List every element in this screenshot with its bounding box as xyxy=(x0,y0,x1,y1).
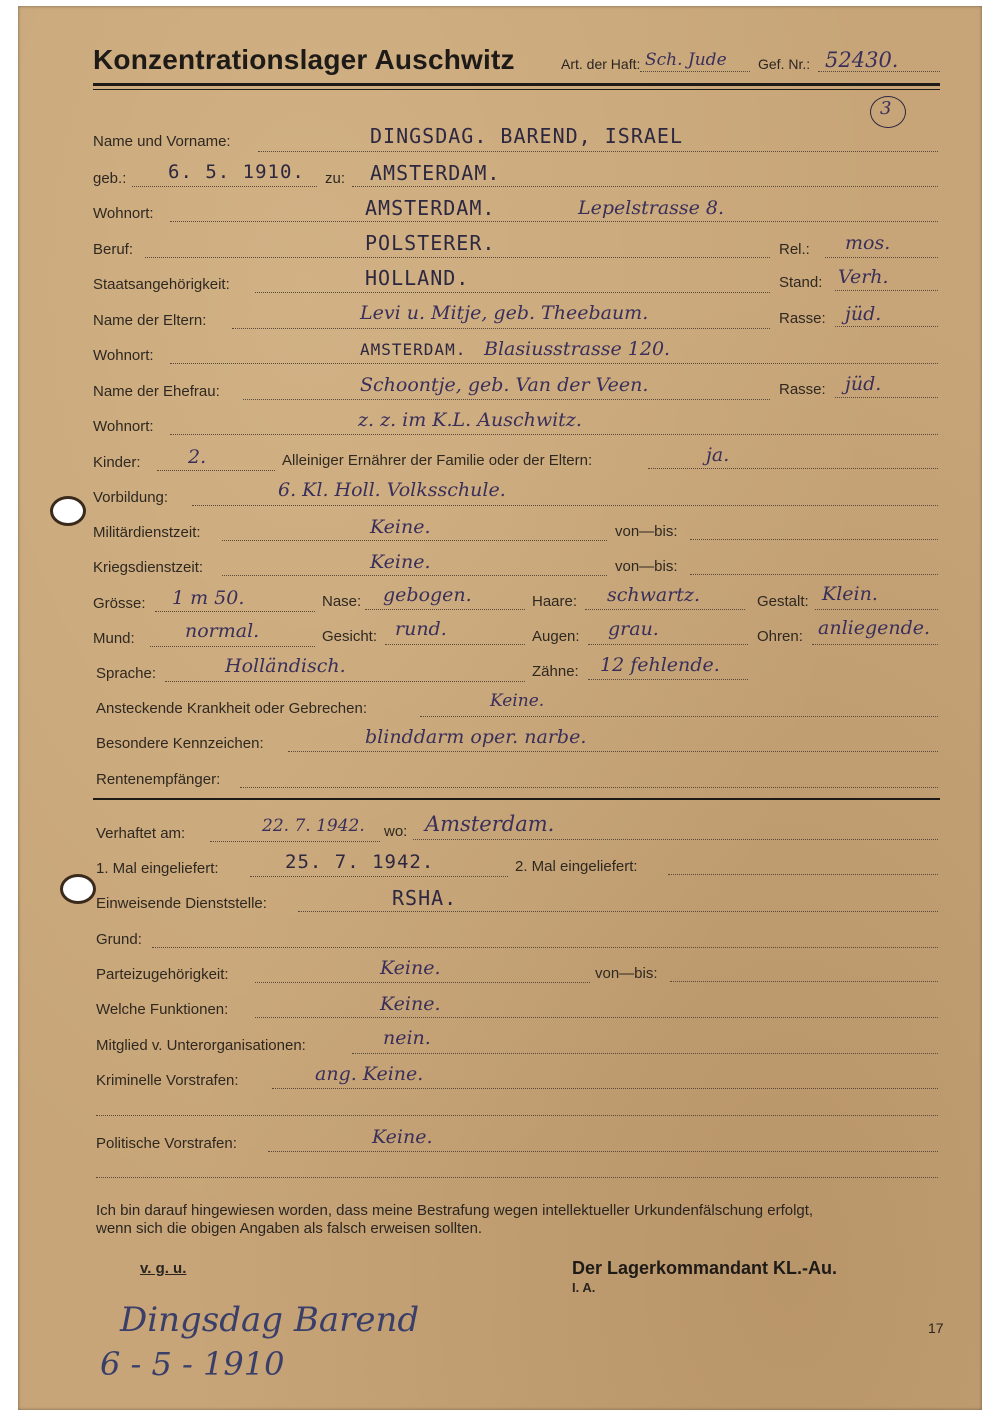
augen-value: grau. xyxy=(608,618,659,640)
mund-label: Mund: xyxy=(93,630,135,647)
ernaehrer-label: Alleiniger Ernährer der Familie oder der Eltern: xyxy=(282,452,593,469)
dienststelle-label: Einweisende Dienststelle: xyxy=(96,895,267,912)
groesse-label: Grösse: xyxy=(93,595,146,612)
gesicht-value: rund. xyxy=(395,618,447,640)
wohnort-label: Wohnort: xyxy=(93,205,154,222)
corner-mark: 17 xyxy=(928,1320,944,1336)
nase-label: Nase: xyxy=(322,593,362,610)
eingeliefert1-value: 25. 7. 1942. xyxy=(285,851,435,873)
unterorganisationen-value: nein. xyxy=(383,1027,431,1049)
groesse-value: 1 m 50. xyxy=(172,587,245,609)
militaerdienst-value: Keine. xyxy=(370,516,431,538)
zaehne-label: Zähne: xyxy=(532,663,579,680)
kriegsdienst-label: Kriegsdienstzeit: xyxy=(93,559,204,576)
kommandant-label: Der Lagerkommandant KL.-Au. xyxy=(572,1258,838,1278)
politische-value: Keine. xyxy=(372,1126,433,1148)
signature-name: Dingsdag Barend xyxy=(120,1300,420,1340)
eltern-label: Name der Eltern: xyxy=(93,312,207,329)
krankheit-value: Keine. xyxy=(490,691,545,711)
funktionen-label: Welche Funktionen: xyxy=(96,1001,229,1018)
kinder-value: 2. xyxy=(188,446,207,468)
document-title: Konzentrationslager Auschwitz xyxy=(93,44,515,75)
gestalt-value: Klein. xyxy=(822,583,878,605)
wohnort-street: Lepelstrasse 8. xyxy=(578,197,725,219)
verhaftet-label: Verhaftet am: xyxy=(96,825,186,842)
rentenempfaenger-label: Rentenempfänger: xyxy=(96,771,221,788)
rasse-ehefrau-value: jüd. xyxy=(845,373,882,395)
haft-label: Art. der Haft: xyxy=(561,56,641,72)
beruf-label: Beruf: xyxy=(93,241,134,258)
statement-line-1: Ich bin darauf hingewiesen worden, dass meine Bestrafung wegen intellektueller Urkundenfälschung erfolgt, xyxy=(96,1202,814,1219)
ehefrau-value: Schoontje, geb. Van der Veen. xyxy=(360,374,649,396)
wohnort-value: AMSTERDAM. xyxy=(365,196,496,220)
mund-value: normal. xyxy=(185,620,260,642)
militaerdienst-label: Militärdienstzeit: xyxy=(93,524,201,541)
ernaehrer-value: ja. xyxy=(706,444,730,466)
eingeliefert1-label: 1. Mal eingeliefert: xyxy=(96,860,219,877)
kriegsdienst-value: Keine. xyxy=(370,551,431,573)
eltern-wohnort-label: Wohnort: xyxy=(93,347,154,364)
signature-date: 6 - 5 - 1910 xyxy=(100,1345,285,1383)
rasse-value: jüd. xyxy=(845,303,882,325)
gesicht-label: Gesicht: xyxy=(322,628,378,645)
gef-nr-label: Gef. Nr.: xyxy=(758,56,811,72)
kennzeichen-value: blinddarm oper. narbe. xyxy=(365,726,587,748)
krankheit-label: Ansteckende Krankheit oder Gebrechen: xyxy=(96,700,368,717)
kriminelle-label: Kriminelle Vorstrafen: xyxy=(96,1072,239,1089)
vgu-label: v. g. u. xyxy=(140,1260,187,1277)
partei-label: Parteizugehörigkeit: xyxy=(96,966,229,983)
punch-hole-bottom xyxy=(60,874,96,904)
rel-value: mos. xyxy=(845,232,891,254)
krieg-von-bis-label: von—bis: xyxy=(615,558,678,575)
rasse-label: Rasse: xyxy=(779,310,826,327)
haft-value: Sch. Jude xyxy=(645,50,727,70)
sprache-label: Sprache: xyxy=(96,665,157,682)
stand-label: Stand: xyxy=(779,274,823,291)
kriminelle-value: ang. Keine. xyxy=(315,1063,424,1085)
politische-label: Politische Vorstrafen: xyxy=(96,1135,237,1152)
kinder-label: Kinder: xyxy=(93,454,141,471)
eltern-wohnort-value: AMSTERDAM. xyxy=(360,340,467,359)
geb-label: geb.: xyxy=(93,170,127,187)
partei-value: Keine. xyxy=(380,957,441,979)
dienststelle-value: RSHA. xyxy=(392,886,458,910)
name-label: Name und Vorname: xyxy=(93,133,231,150)
unterorganisationen-label: Mitglied v. Unterorganisationen: xyxy=(96,1037,306,1054)
punch-hole-top xyxy=(50,496,86,526)
stand-value: Verh. xyxy=(838,266,889,288)
name-value: DINGSDAG. BAREND, ISRAEL xyxy=(370,124,683,148)
eingeliefert2-label: 2. Mal eingeliefert: xyxy=(515,858,638,875)
rel-label: Rel.: xyxy=(779,241,810,258)
funktionen-value: Keine. xyxy=(380,993,441,1015)
gestalt-label: Gestalt: xyxy=(757,593,809,610)
rasse-ehefrau-label: Rasse: xyxy=(779,381,826,398)
ia-label: I. A. xyxy=(572,1280,596,1295)
grund-label: Grund: xyxy=(96,931,142,948)
statement-line-2: wenn sich die obigen Angaben als falsch erweisen sollten. xyxy=(96,1220,483,1237)
haare-value: schwartz. xyxy=(607,584,700,606)
ehefrau-wohnort-label: Wohnort: xyxy=(93,418,154,435)
ehefrau-label: Name der Ehefrau: xyxy=(93,383,220,400)
eltern-wohnort-street: Blasiusstrasse 120. xyxy=(484,338,671,360)
zu-label: zu: xyxy=(325,170,346,187)
ohren-label: Ohren: xyxy=(757,628,803,645)
haare-label: Haare: xyxy=(532,593,578,610)
staatsangehoerigkeit-label: Staatsangehörigkeit: xyxy=(93,276,230,293)
kennzeichen-label: Besondere Kennzeichen: xyxy=(96,735,264,752)
staatsangehoerigkeit-value: HOLLAND. xyxy=(365,266,470,290)
verhaftet-wo-value: Amsterdam. xyxy=(425,812,555,836)
ohren-value: anliegende. xyxy=(818,617,931,639)
sprache-value: Holländisch. xyxy=(225,655,346,677)
verhaftet-value: 22. 7. 1942. xyxy=(262,816,365,836)
nase-value: gebogen. xyxy=(383,584,472,606)
ehefrau-wohnort-value: z. z. im K.L. Auschwitz. xyxy=(358,409,582,431)
eltern-value: Levi u. Mitje, geb. Theebaum. xyxy=(360,302,649,324)
geb-value: 6. 5. 1910. xyxy=(168,161,305,183)
partei-von-bis-label: von—bis: xyxy=(595,965,658,982)
beruf-value: POLSTERER. xyxy=(365,231,496,255)
vorbildung-label: Vorbildung: xyxy=(93,489,169,506)
page-number: 3 xyxy=(880,98,892,119)
vorbildung-value: 6. Kl. Holl. Volksschule. xyxy=(278,479,506,501)
gef-nr-value: 52430. xyxy=(825,48,899,72)
zaehne-value: 12 fehlende. xyxy=(600,654,720,676)
militaer-von-bis-label: von—bis: xyxy=(615,523,678,540)
augen-label: Augen: xyxy=(532,628,580,645)
zu-value: AMSTERDAM. xyxy=(370,161,501,185)
verhaftet-wo-label: wo: xyxy=(384,823,408,840)
